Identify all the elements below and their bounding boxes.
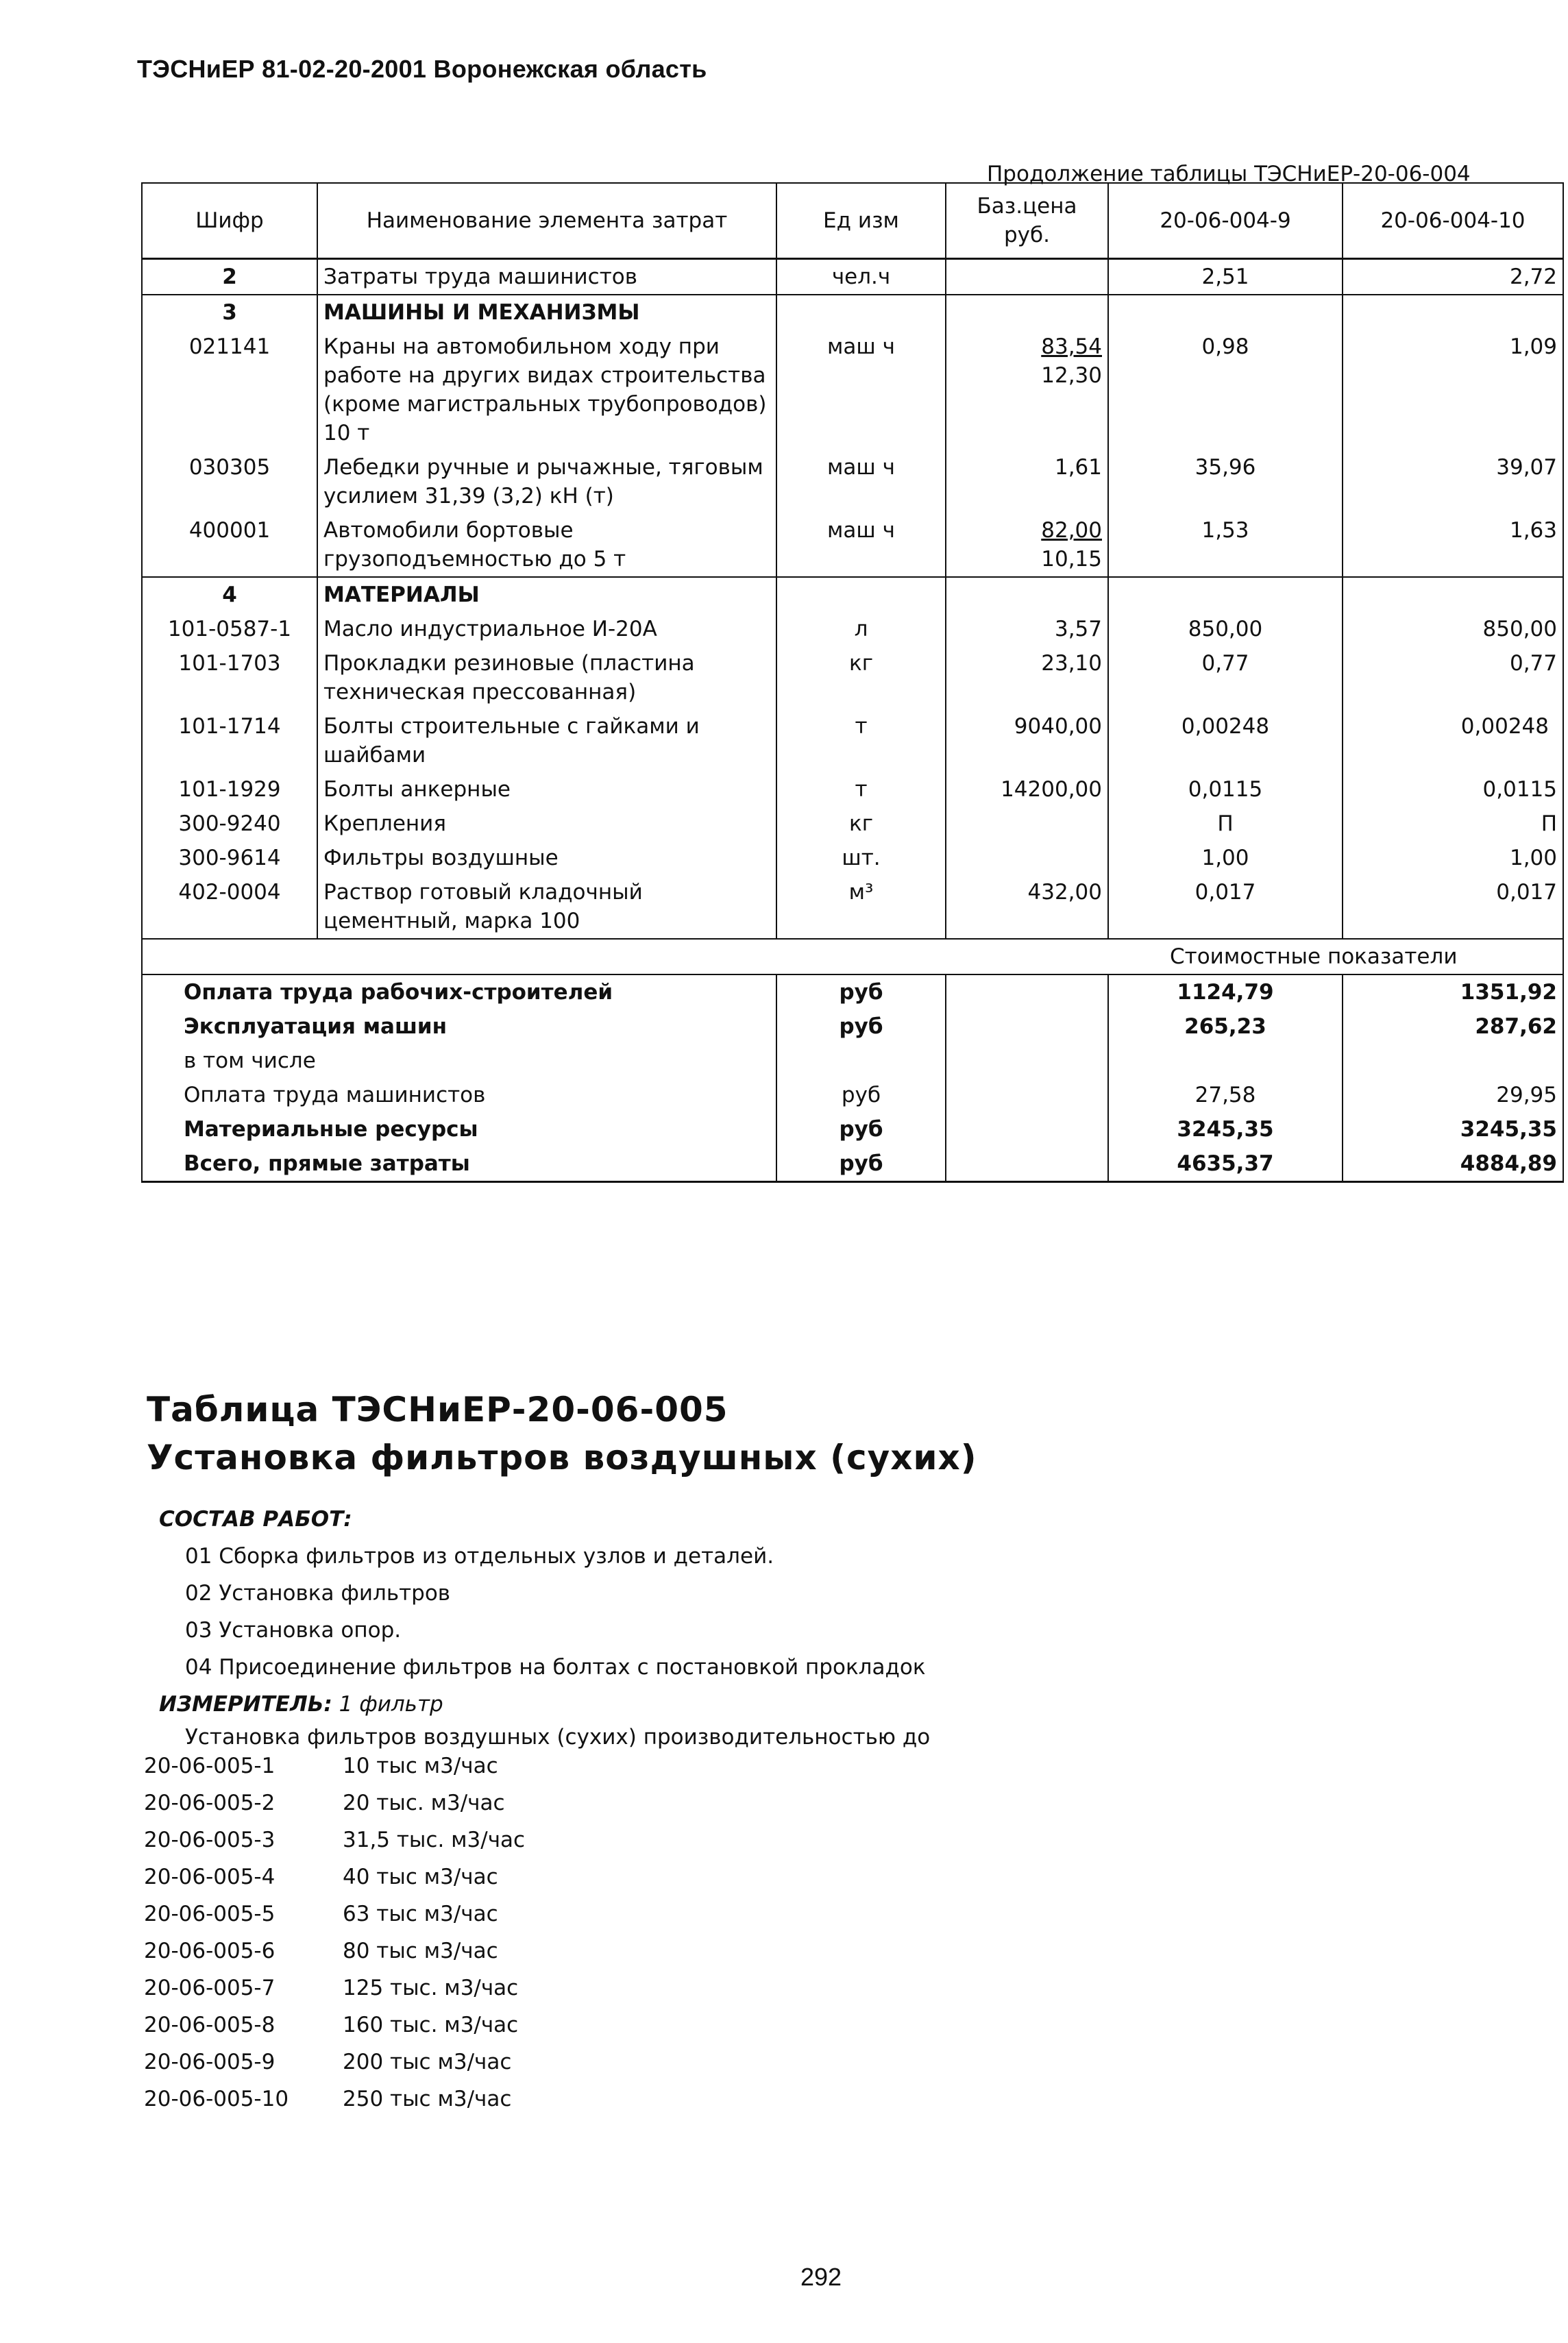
meter-line: ИЗМЕРИТЕЛЬ: 1 фильтр bbox=[159, 1692, 443, 1717]
table-row: 300-9614 Фильтры воздушные шт. 1,00 1,00 bbox=[142, 841, 1563, 875]
work-item: 04 Присоединение фильтров на болтах с постановкой прокладок bbox=[185, 1655, 926, 1680]
total-row: в том числе bbox=[142, 1044, 1563, 1078]
list-item: 20-06-005-7 125 тыс. м3/час bbox=[144, 1976, 519, 2000]
table-row: 101-0587-1 Масло индустриальное И-20А л 3,57 850,00 850,00 bbox=[142, 612, 1563, 646]
work-composition-label: СОСТАВ РАБОТ: bbox=[159, 1507, 352, 1532]
col-header: 20-06-004-10 bbox=[1343, 183, 1563, 259]
table-row: 101-1929 Болты анкерные т 14200,00 0,0115 0,0115 bbox=[142, 772, 1563, 807]
table2-heading bbox=[147, 1386, 977, 1482]
list-item: 20-06-005-1 10 тыс м3/час bbox=[144, 1754, 498, 1778]
table-row: 030305 Лебедки ручные и рычажные, тяговым усилием 31,39 (3,2) кН (т) маш ч 1,61 35,96 39,07 bbox=[142, 450, 1563, 513]
table-row: 402-0004 Раствор готовый кладочный цементный, марка 100 м³ 432,00 0,017 0,017 bbox=[142, 875, 1563, 939]
total-row: Всего, прямые затраты руб 4635,37 4884,89 bbox=[142, 1146, 1563, 1182]
work-item: 02 Установка фильтров bbox=[185, 1581, 451, 1606]
work-item: 01 Сборка фильтров из отдельных узлов и деталей. bbox=[185, 1544, 774, 1569]
col-header: Ед изм bbox=[776, 183, 946, 259]
list-item: 20-06-005-6 80 тыс м3/час bbox=[144, 1939, 498, 1963]
list-item: 20-06-005-3 31,5 тыс. м3/час bbox=[144, 1828, 526, 1852]
intro-line: Установка фильтров воздушных (сухих) производительностью до bbox=[185, 1725, 931, 1750]
table-row: 400001 Автомобили бортовые грузоподъемностью до 5 т маш ч 82,00 10,15 1,53 1,63 bbox=[142, 513, 1563, 577]
resource-table bbox=[141, 182, 1564, 1183]
col-header: Наименование элемента затрат bbox=[317, 183, 776, 259]
col-header: 20-06-004-9 bbox=[1108, 183, 1343, 259]
table-row: 101-1714 Болты строительные с гайками и шайбами т 9040,00 0,00248 0,00248 bbox=[142, 709, 1563, 772]
table-row: 2 Затраты труда машинистов чел.ч 2,51 2,72 bbox=[142, 259, 1563, 295]
table2-subtitle: Установка фильтров воздушных (сухих) bbox=[147, 1438, 977, 1477]
total-row: Эксплуатация машин руб 265,23 287,62 bbox=[142, 1009, 1563, 1044]
page-number: 292 bbox=[800, 2263, 842, 2291]
table2-title: Таблица ТЭСНиЕР-20-06-005 bbox=[147, 1390, 728, 1430]
total-row: Оплата труда машинистов руб 27,58 29,95 bbox=[142, 1078, 1563, 1112]
list-item: 20-06-005-8 160 тыс. м3/час bbox=[144, 2013, 519, 2037]
list-item: 20-06-005-9 200 тыс м3/час bbox=[144, 2050, 512, 2074]
section-row: 4 МАТЕРИАЛЫ bbox=[142, 577, 1563, 612]
col-header: Шифр bbox=[142, 183, 317, 259]
work-item: 03 Установка опор. bbox=[185, 1618, 402, 1643]
list-item: 20-06-005-4 40 тыс м3/час bbox=[144, 1865, 498, 1889]
list-item: 20-06-005-2 20 тыс. м3/час bbox=[144, 1791, 505, 1815]
table-row: 101-1703 Прокладки резиновые (пластина техническая прессованная) кг 23,10 0,77 0,77 bbox=[142, 646, 1563, 709]
total-row: Оплата труда рабочих-строителей руб 1124,79 1351,92 bbox=[142, 974, 1563, 1009]
total-row: Материальные ресурсы руб 3245,35 3245,35 bbox=[142, 1112, 1563, 1146]
list-item: 20-06-005-5 63 тыс м3/час bbox=[144, 1902, 498, 1926]
continuation-caption: Продолжение таблицы ТЭСНиЕР-20-06-004 bbox=[987, 162, 1471, 186]
table-row: 300-9240 Крепления кг П П bbox=[142, 807, 1563, 841]
col-header: Баз.цена руб. bbox=[946, 183, 1108, 259]
section-row: 3 МАШИНЫ И МЕХАНИЗМЫ bbox=[142, 295, 1563, 330]
list-item: 20-06-005-10 250 тыс м3/час bbox=[144, 2087, 512, 2111]
table-row: 021141 Краны на автомобильном ходу при работе на других видах строительства (кроме магистральных трубопроводов) 10 т маш ч 83,54 12,30 0,98 1,09 bbox=[142, 330, 1563, 450]
code-list bbox=[144, 1747, 525, 2118]
cost-header-row: Стоимостные показатели bbox=[142, 939, 1563, 974]
document-header: ТЭСНиЕР 81-02-20-2001 Воронежская область bbox=[137, 55, 707, 83]
